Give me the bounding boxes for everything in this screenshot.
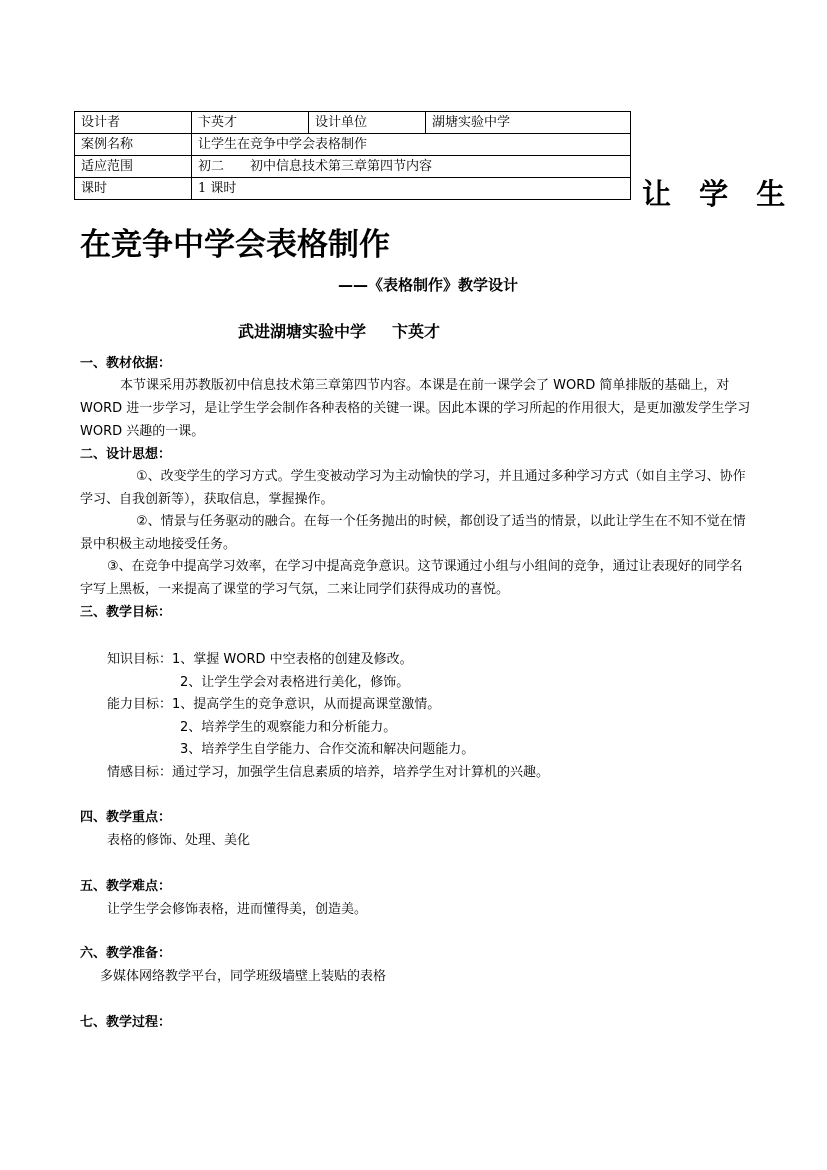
section-heading: 四、教学重点：	[80, 810, 172, 825]
table-row	[75, 112, 631, 134]
info-table	[74, 111, 631, 200]
table-cell: 初二 初中信息技术第三章第四节内容	[192, 156, 631, 178]
objective-line: 3、培养学生自学能力、合作交流和解决问题能力。	[180, 742, 475, 757]
section-heading: 五、教学难点：	[80, 879, 172, 894]
table-row	[75, 134, 631, 156]
author-name: 卞英才	[392, 322, 441, 341]
paragraph: 多媒体网络教学平台，同学班级墙壁上装贴的表格	[100, 969, 387, 984]
table-cell: 让学生在竞争中学会表格制作	[192, 134, 631, 156]
school-name: 武进湖塘实验中学	[238, 322, 367, 341]
table-cell: 设计单位	[309, 112, 426, 134]
paragraph: 本节课采用苏教版初中信息技术第三章第四节内容。本课是在前一课学会了 WORD 简单排版的基础上，对 WORD 进一步学习，是让学生学会制作各种表格的关键一课。因此本课的学习所起的作用很大，是更加激发学生学习 WORD 兴趣的一课。	[80, 378, 751, 439]
objective-line: 情感目标：通过学习，加强学生信息素质的培养，培养学生对计算机的兴趣。	[107, 765, 550, 780]
paragraph: ③、在竞争中提高学习效率，在学习中提高竞争意识。这节课通过小组与小组间的竞争，通过让表现好的同学名字写上黑板，一来提高了课堂的学习气氛，二来让同学们获得成功的喜悦。	[80, 559, 743, 597]
section-heading: 二、设计思想：	[80, 447, 172, 462]
section-heading: 六、教学准备：	[80, 946, 172, 961]
table-row	[75, 178, 631, 200]
table-cell: 湖塘实验中学	[426, 112, 631, 134]
objective-line: 知识目标：1、掌握 WORD 中空表格的创建及修改。	[107, 652, 413, 667]
author-line	[238, 319, 440, 342]
paragraph: ①、改变学生的学习方式。学生变被动学习为主动愉快的学习，并且通过多种学习方式（如自主学习、协作学习、自我创新等），获取信息，掌握操作。	[80, 469, 746, 507]
section-heading: 一、教材依据：	[80, 356, 172, 371]
objective-line: 2、培养学生的观察能力和分析能力。	[180, 720, 397, 735]
document-subtitle: ——《表格制作》教学设计	[338, 276, 519, 294]
document-title-part1: 让 学 生	[642, 177, 795, 211]
document-title-part2: 在竞争中学会表格制作	[80, 227, 390, 263]
table-cell: 课时	[75, 178, 192, 200]
section-heading: 三、教学目标：	[80, 605, 172, 620]
paragraph: 让学生学会修饰表格，进而懂得美，创造美。	[107, 902, 368, 917]
table-cell: 适应范围	[75, 156, 192, 178]
paragraph: 表格的修饰、处理、美化	[107, 833, 251, 848]
table-cell: 案例名称	[75, 134, 192, 156]
table-cell: 1 课时	[192, 178, 631, 200]
table-cell: 卞英才	[192, 112, 309, 134]
objective-line: 2、让学生学会对表格进行美化，修饰。	[180, 675, 410, 690]
section-heading: 七、教学过程：	[80, 1015, 172, 1030]
objective-line: 能力目标：1、提高学生的竞争意识，从而提高课堂激情。	[107, 697, 441, 712]
table-row	[75, 156, 631, 178]
paragraph: ②、情景与任务驱动的融合。在每一个任务抛出的时候，都创设了适当的情景，以此让学生在不知不觉在情景中积极主动地接受任务。	[80, 514, 746, 552]
table-cell: 设计者	[75, 112, 192, 134]
